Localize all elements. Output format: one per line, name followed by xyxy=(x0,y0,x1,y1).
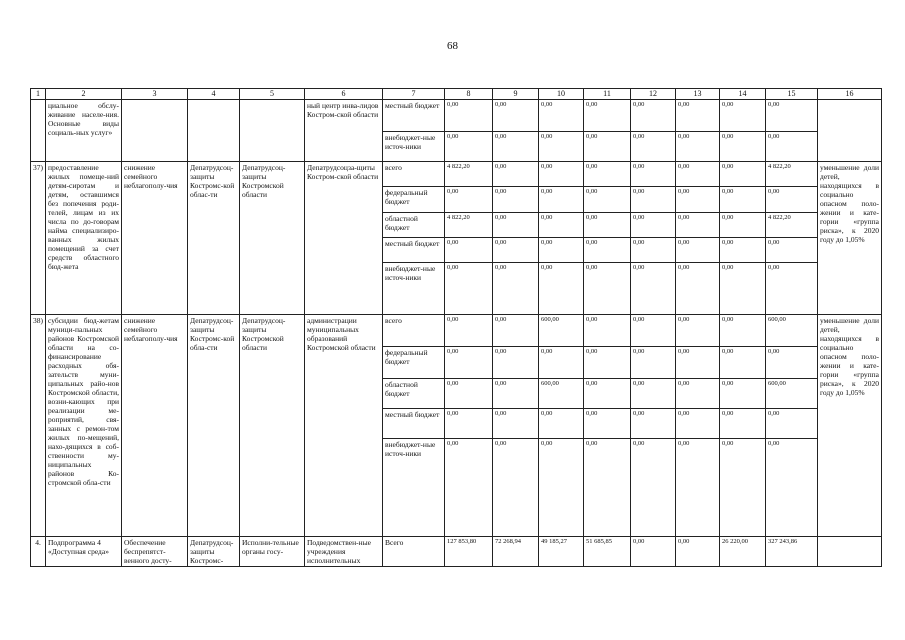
value-cell: 0,00 xyxy=(584,378,631,408)
value-cell: 0,00 xyxy=(584,262,631,314)
value-cell: 0,00 xyxy=(631,438,676,536)
value-cell: 0,00 xyxy=(676,536,720,566)
funding-source: местный бюджет xyxy=(383,99,445,131)
page-number: 68 xyxy=(447,40,458,52)
value-cell: 0,00 xyxy=(720,186,766,212)
value-cell: 0,00 xyxy=(720,131,766,161)
value-cell: 0,00 xyxy=(631,212,676,237)
coordinator: Депатрудсоц-защиты Костромс- xyxy=(188,536,240,566)
value-cell: 72 268,94 xyxy=(493,536,539,566)
value-total: 0,00 xyxy=(766,131,818,161)
value-cell: 0,00 xyxy=(539,438,584,536)
value-total: 0,00 xyxy=(766,262,818,314)
value-cell: 0,00 xyxy=(676,378,720,408)
measure-goal xyxy=(122,99,188,161)
value-cell: 0,00 xyxy=(720,237,766,262)
value-cell: 0,00 xyxy=(445,408,493,438)
value-cell: 0,00 xyxy=(539,212,584,237)
value-cell: 0,00 xyxy=(631,186,676,212)
funding-source: областной бюджет xyxy=(383,212,445,237)
value-cell: 0,00 xyxy=(445,378,493,408)
value-cell: 0,00 xyxy=(631,131,676,161)
value-cell: 0,00 xyxy=(493,161,539,186)
value-cell: 0,00 xyxy=(676,99,720,131)
column-header: 7 xyxy=(383,89,445,100)
executor: администрации муниципальных образований Костромской области xyxy=(305,314,383,536)
value-cell: 4 822,20 xyxy=(445,161,493,186)
value-cell: 0,00 xyxy=(584,131,631,161)
column-number-row xyxy=(31,89,882,100)
value-cell: 0,00 xyxy=(445,186,493,212)
executor: Депатрудсоцза-щиты Костром-ской области xyxy=(305,161,383,314)
value-cell: 0,00 xyxy=(445,131,493,161)
funding-source: федеральный бюджет xyxy=(383,186,445,212)
value-cell: 0,00 xyxy=(493,438,539,536)
value-cell: 0,00 xyxy=(720,262,766,314)
column-header: 3 xyxy=(122,89,188,100)
column-header: 1 xyxy=(31,89,46,100)
value-cell: 0,00 xyxy=(539,161,584,186)
value-cell: 4 822,20 xyxy=(445,212,493,237)
row-number: 4. xyxy=(31,536,46,566)
value-cell: 0,00 xyxy=(493,262,539,314)
value-cell: 0,00 xyxy=(445,262,493,314)
value-cell: 0,00 xyxy=(720,438,766,536)
value-cell: 26 220,00 xyxy=(720,536,766,566)
table-row xyxy=(31,536,882,566)
value-cell: 0,00 xyxy=(584,99,631,131)
value-cell: 0,00 xyxy=(720,161,766,186)
value-cell: 0,00 xyxy=(676,237,720,262)
column-header: 15 xyxy=(766,89,818,100)
value-cell: 0,00 xyxy=(720,314,766,346)
value-cell: 0,00 xyxy=(631,536,676,566)
value-cell: 0,00 xyxy=(676,212,720,237)
table-row xyxy=(31,99,882,131)
value-cell: 127 853,80 xyxy=(445,536,493,566)
program-funding-table xyxy=(30,88,882,567)
responsible: Депатрудсоц-защиты Костромской области xyxy=(240,314,305,536)
value-total: 0,00 xyxy=(766,438,818,536)
value-cell: 0,00 xyxy=(676,408,720,438)
value-cell: 0,00 xyxy=(676,131,720,161)
value-cell: 0,00 xyxy=(539,346,584,378)
value-cell: 0,00 xyxy=(539,237,584,262)
funding-source: внебюджет-ные источ-ники xyxy=(383,438,445,536)
value-cell: 0,00 xyxy=(676,314,720,346)
value-cell: 0,00 xyxy=(584,314,631,346)
value-cell: 0,00 xyxy=(676,438,720,536)
value-cell: 49 185,27 xyxy=(539,536,584,566)
value-cell: 0,00 xyxy=(445,346,493,378)
value-cell: 0,00 xyxy=(584,237,631,262)
expected-result xyxy=(818,536,882,566)
expected-result: уменьшение доли детей, находящихся в социально опасном поло-жении и кате-гории «группа риска», к 2020 году до 1,05% xyxy=(818,161,882,314)
value-total: 327 243,86 xyxy=(766,536,818,566)
funding-source: областной бюджет xyxy=(383,378,445,408)
measure-goal: Обеспечение беспрепятст-венного досту- xyxy=(122,536,188,566)
value-cell: 0,00 xyxy=(539,408,584,438)
column-header: 5 xyxy=(240,89,305,100)
table-row xyxy=(31,314,882,346)
value-cell: 0,00 xyxy=(584,346,631,378)
value-cell: 0,00 xyxy=(584,408,631,438)
value-cell: 0,00 xyxy=(539,186,584,212)
responsible: Депатрудсоц-защиты Костромской области xyxy=(240,161,305,314)
measure-name: циальное обслу-живание населе-ния. Основные виды социаль-ных услуг» xyxy=(46,99,122,161)
value-cell: 0,00 xyxy=(584,161,631,186)
value-cell: 0,00 xyxy=(631,262,676,314)
funding-source: Всего xyxy=(383,536,445,566)
funding-source: федеральный бюджет xyxy=(383,346,445,378)
column-header: 16 xyxy=(818,89,882,100)
value-cell: 0,00 xyxy=(631,314,676,346)
row-number xyxy=(31,99,46,161)
value-cell: 0,00 xyxy=(445,438,493,536)
value-total: 600,00 xyxy=(766,314,818,346)
value-total: 0,00 xyxy=(766,408,818,438)
measure-goal: снижение семейного неблагополу-чия xyxy=(122,314,188,536)
value-cell: 0,00 xyxy=(539,99,584,131)
value-cell: 600,00 xyxy=(539,378,584,408)
value-cell: 0,00 xyxy=(493,131,539,161)
value-cell: 0,00 xyxy=(720,99,766,131)
value-total: 0,00 xyxy=(766,237,818,262)
row-number: 37) xyxy=(31,161,46,314)
column-header: 10 xyxy=(539,89,584,100)
coordinator: Депатрудсоц-защиты Костромс-кой облас-ти xyxy=(188,161,240,314)
value-cell: 0,00 xyxy=(631,408,676,438)
value-cell: 0,00 xyxy=(539,131,584,161)
executor: ный центр инва-лидов Костром-ской области xyxy=(305,99,383,161)
value-cell: 0,00 xyxy=(493,408,539,438)
value-cell: 0,00 xyxy=(676,161,720,186)
value-cell: 0,00 xyxy=(631,99,676,131)
value-cell: 0,00 xyxy=(676,262,720,314)
measure-name: Подпрограмма 4 «Доступная среда» xyxy=(46,536,122,566)
column-header: 9 xyxy=(493,89,539,100)
coordinator: Депатрудсоц-защиты Костромс-кой обла-сти xyxy=(188,314,240,536)
value-cell: 0,00 xyxy=(584,438,631,536)
measure-name: субсидии бюд-жетам муници-пальных районов Костромской области на со-финансирование расходных обя-зательств муни-ципальных райо-нов Костромской области, возни-кающих при реализации ме-роприятий, свя-занных с ремон-том жилых по-мещений, нахо-дящихся в соб-ственности му-ниципальных районов Ко-стромской обла-сти xyxy=(46,314,122,536)
value-total: 600,00 xyxy=(766,378,818,408)
value-cell: 0,00 xyxy=(676,346,720,378)
value-cell: 0,00 xyxy=(445,237,493,262)
value-cell: 0,00 xyxy=(493,314,539,346)
value-cell: 0,00 xyxy=(720,408,766,438)
value-total: 0,00 xyxy=(766,186,818,212)
value-cell: 0,00 xyxy=(676,186,720,212)
value-cell: 0,00 xyxy=(445,99,493,131)
responsible: Исполни-тельные органы госу- xyxy=(240,536,305,566)
column-header: 12 xyxy=(631,89,676,100)
value-cell: 0,00 xyxy=(493,186,539,212)
value-cell: 0,00 xyxy=(720,346,766,378)
value-cell: 0,00 xyxy=(631,237,676,262)
value-total: 0,00 xyxy=(766,346,818,378)
value-cell: 0,00 xyxy=(493,212,539,237)
expected-result xyxy=(818,99,882,161)
value-cell: 0,00 xyxy=(539,262,584,314)
measure-name: предоставление жилых помеще-ний детям-сиротам и детям, оставшимся без попечения роди-телей, лицам из их числа по до-говорам найма специализиро-ванных жилых помещений за счет средств областного бюд-жета xyxy=(46,161,122,314)
value-cell: 0,00 xyxy=(631,378,676,408)
value-cell: 0,00 xyxy=(720,212,766,237)
value-cell: 0,00 xyxy=(584,212,631,237)
funding-source: внебюджет-ные источ-ники xyxy=(383,131,445,161)
value-total: 4 822,20 xyxy=(766,161,818,186)
value-total: 0,00 xyxy=(766,99,818,131)
value-cell: 0,00 xyxy=(631,161,676,186)
row-number: 38) xyxy=(31,314,46,536)
column-header: 14 xyxy=(720,89,766,100)
column-header: 11 xyxy=(584,89,631,100)
column-header: 2 xyxy=(46,89,122,100)
executor: Подведомствен-ные учреждения исполнительных xyxy=(305,536,383,566)
value-cell: 0,00 xyxy=(493,237,539,262)
responsible xyxy=(240,99,305,161)
measure-goal: снижение семейного неблагополу-чия xyxy=(122,161,188,314)
table-row xyxy=(31,161,882,186)
value-total: 4 822,20 xyxy=(766,212,818,237)
funding-source: местный бюджет xyxy=(383,408,445,438)
column-header: 6 xyxy=(305,89,383,100)
value-cell: 0,00 xyxy=(720,378,766,408)
value-cell: 51 685,85 xyxy=(584,536,631,566)
value-cell: 0,00 xyxy=(631,346,676,378)
coordinator xyxy=(188,99,240,161)
funding-source: местный бюджет xyxy=(383,237,445,262)
value-cell: 0,00 xyxy=(493,99,539,131)
column-header: 4 xyxy=(188,89,240,100)
column-header: 8 xyxy=(445,89,493,100)
column-header: 13 xyxy=(676,89,720,100)
value-cell: 0,00 xyxy=(584,186,631,212)
funding-source: всего xyxy=(383,314,445,346)
value-cell: 0,00 xyxy=(493,378,539,408)
funding-source: внебюджет-ные источ-ники xyxy=(383,262,445,314)
expected-result: уменьшение доли детей, находящихся в социально опасном поло-жении и кате-гории «группа риска», к 2020 году до 1,05% xyxy=(818,314,882,536)
funding-source: всего xyxy=(383,161,445,186)
value-cell: 0,00 xyxy=(445,314,493,346)
value-cell: 600,00 xyxy=(539,314,584,346)
value-cell: 0,00 xyxy=(493,346,539,378)
